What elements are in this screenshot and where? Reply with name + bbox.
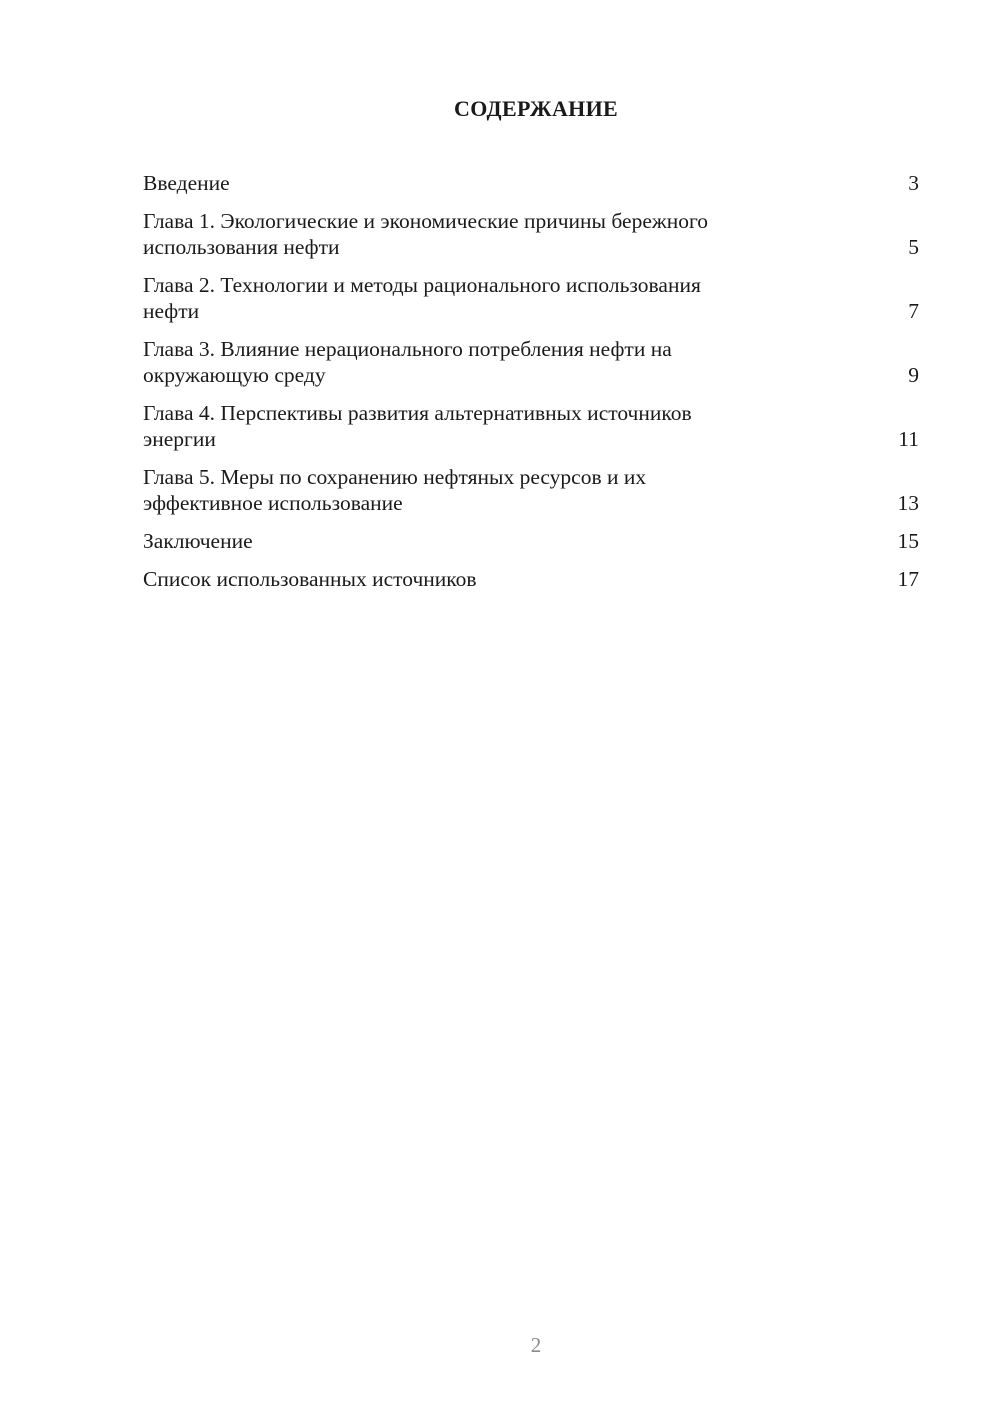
toc-entry-chapter-1 — [143, 208, 919, 260]
toc-entry-page: 17 — [897, 567, 919, 591]
toc-entry-chapter-5 — [143, 464, 919, 516]
toc-entry-label: Глава 5. Меры по сохранению нефтяных ресурсов и их эффективное использование — [143, 465, 647, 515]
page-number: 2 — [530, 1333, 542, 1357]
toc-entry-page: 15 — [897, 529, 919, 553]
toc-entry-references — [143, 566, 919, 592]
page-title: СОДЕРЖАНИЕ — [454, 96, 618, 121]
toc-entry-label: Глава 1. Экологические и экономические причины бережного использования нефти — [143, 209, 709, 259]
toc-entry-chapter-3 — [143, 336, 919, 388]
toc-entry-conclusion — [143, 528, 919, 554]
toc-entry-chapter-2 — [143, 272, 919, 324]
toc-entry-label: Глава 4. Перспективы развития альтернативных источников энергии — [143, 401, 692, 451]
toc-entry-chapter-4 — [143, 400, 919, 452]
toc-entry-label: Введение — [143, 171, 230, 195]
toc-entry-label: Глава 3. Влияние нерационального потребления нефти на окружающую среду — [143, 337, 672, 387]
toc-entry-introduction — [143, 170, 919, 196]
toc-entry-page: 5 — [908, 235, 919, 259]
toc-entry-page: 9 — [908, 363, 919, 387]
toc-entry-page: 13 — [897, 491, 919, 515]
toc-entry-label: Список использованных источников — [143, 567, 477, 591]
table-of-contents — [143, 170, 919, 604]
toc-entry-page: 11 — [898, 427, 919, 451]
toc-entry-page: 7 — [908, 299, 919, 323]
toc-entry-label: Глава 2. Технологии и методы рационального использования нефти — [143, 273, 701, 323]
toc-entry-label: Заключение — [143, 529, 253, 553]
toc-entry-page: 3 — [908, 171, 919, 195]
